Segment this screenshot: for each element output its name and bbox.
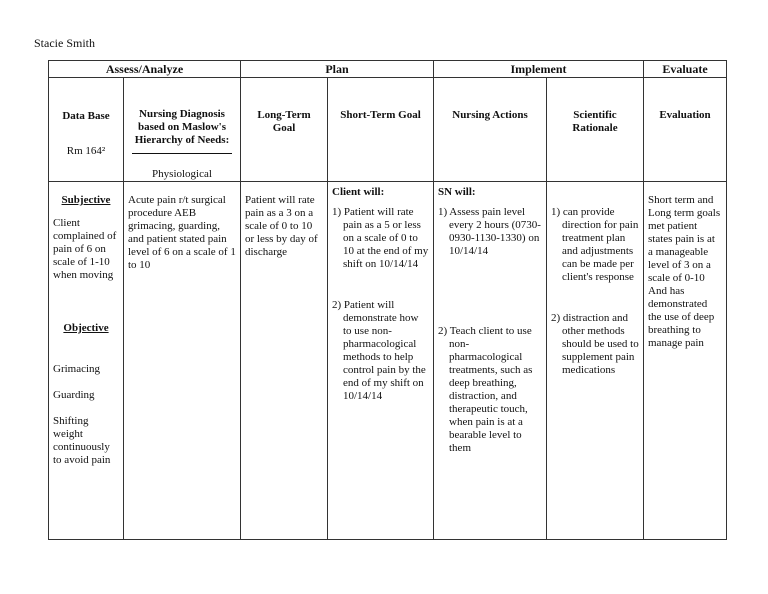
long-term-goal-text: Patient will rate pain as a 3 on a scale of 0 to 10 or less by day of discharge: [245, 194, 318, 258]
room-number: Rm 164²: [66, 145, 106, 157]
header-nursing-actions: Nursing Actions: [434, 78, 547, 182]
subjective-text: Client complained of pain of 6 on scale of 1-10 when moving: [53, 217, 117, 281]
short-term-goal-1: 1) Patient will rate pain as a 5 or less on a scale of 0 to 10 at the end of my shift on 10/14/14: [332, 206, 429, 270]
group-plan: Plan: [241, 61, 434, 78]
objective-item: Grimacing: [53, 363, 101, 375]
group-evaluate: Evaluate: [644, 61, 727, 78]
objective-label: Objective: [63, 322, 109, 334]
subjective-label: Subjective: [61, 194, 111, 206]
diagnosis-blank-line: [132, 153, 232, 154]
column-header-row: [49, 78, 727, 182]
header-scientific-rationale: Scientific Rationale: [547, 78, 644, 182]
nursing-actions-cell: [434, 182, 547, 540]
group-implement: Implement: [434, 61, 644, 78]
rationale-2: 2) distraction and other methods should be used to supplement pain medications: [551, 312, 639, 376]
rationale-cell: [547, 182, 644, 540]
diagnosis-text: Acute pain r/t surgical procedure AEB grimacing, guarding, and patient stated pain level of 6 on a scale of 1 to 10: [128, 194, 236, 271]
header-evaluation: Evaluation: [644, 78, 727, 182]
diagnosis-cell: [124, 182, 241, 540]
short-term-goal-cell: [328, 182, 434, 540]
rationale-1: 1) can provide direction for pain treatment plan and adjustments can be made per client's response: [551, 206, 639, 283]
nursing-action-1: 1) Assess pain level every 2 hours (0730-0930-1130-1330) on 10/14/14: [438, 206, 541, 257]
nursing-diagnosis-title: Nursing Diagnosis based on Maslow's Hierarchy of Needs:: [134, 108, 230, 146]
physiological-label: Physiological: [152, 168, 212, 180]
care-plan-table: [48, 60, 727, 540]
long-term-goal-cell: [241, 182, 328, 540]
group-header-row: [49, 61, 727, 78]
header-short-term-goal: Short-Term Goal: [328, 78, 434, 182]
author-name: Stacie Smith: [34, 36, 95, 50]
header-long-term-goal: Long-Term Goal: [241, 78, 328, 182]
evaluation-text: Short term and Long term goals met patient states pain is at a manageable level of 3 on a scale of 0-10 And has demonstrated the use of deep breathing to manage pain: [648, 194, 721, 349]
data-base-title: Data Base: [62, 110, 110, 122]
evaluation-cell: [644, 182, 727, 540]
group-assess: Assess/Analyze: [49, 61, 241, 78]
nursing-action-2: 2) Teach client to use non-pharmacological treatments, such as deep breathing, distraction, and therapeutic touch, when pain is at a bearable level to them: [438, 325, 533, 454]
sn-will-label: SN will:: [438, 186, 476, 198]
care-plan-body-row: [49, 182, 727, 540]
short-term-goal-2: 2) Patient will demonstrate how to use non-pharmacological methods to help control pain by the end of my shift on 10/14/14: [332, 299, 426, 402]
client-will-label: Client will:: [332, 186, 385, 198]
header-nursing-diagnosis: [124, 78, 241, 182]
objective-item: Guarding: [53, 389, 95, 401]
objective-item: Shifting weight continuously to avoid pain: [53, 415, 111, 466]
data-base-cell: [49, 182, 124, 540]
header-data-base: [49, 78, 124, 182]
